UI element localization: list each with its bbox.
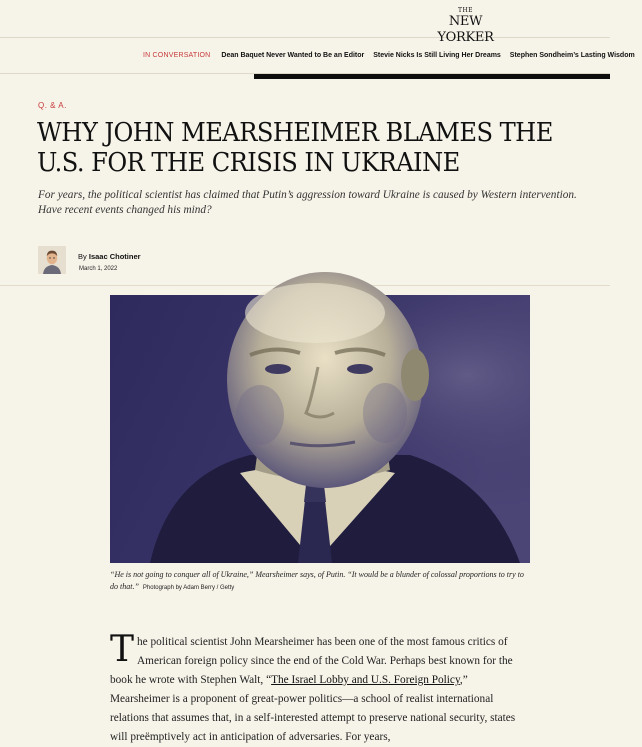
ticker-progress-bar [254,74,610,79]
article-rubric[interactable]: Q. & A. [38,101,67,110]
article-body [110,629,530,747]
article-dek: For years, the political scientist has claimed that Putin’s aggression toward Ukraine is caused by Western intervention. Have recent events changed his mind? [38,189,577,216]
logo-small-text: THE [457,7,474,14]
byline [78,252,141,261]
author-avatar[interactable] [38,246,66,274]
site-header [0,0,610,45]
conversation-ticker [0,38,635,74]
photo-caption [110,569,530,594]
ticker-label[interactable]: IN CONVERSATION [143,52,211,59]
logo-main-text: NEW YORKER [437,14,494,45]
lead-photo [110,295,530,563]
book-link[interactable]: The Israel Lobby and U.S. Foreign Policy [271,674,460,686]
ticker-item[interactable]: Dean Baquet Never Wanted to Be an Editor [221,52,365,59]
body-paragraph: he political scientist John Mearsheimer has been one of the most famous critics of American foreign policy since the end of the Cold War. Perhaps best known for the book he wrote with Stephen Walt, “ [110,636,513,686]
byline-prefix: By [78,252,87,261]
article-headline: WHY JOHN MEARSHEIMER BLAMES THE U.S. FOR THE CRISIS IN UKRAINE [37,118,553,178]
drop-cap: T [110,629,135,670]
ticker-item[interactable]: Stevie Nicks Is Still Living Her Dreams [373,52,501,59]
caption-text: “He is not going to conquer all of Ukraine,” Mearsheimer says, of Putin. “It would be a blunder of colossal proportions to try to do that.” [110,570,524,591]
new-yorker-logo[interactable] [428,7,503,45]
photo-credit: Photograph by Adam Berry / Getty [142,585,235,591]
publish-date: March 1, 2022 [79,266,118,272]
ticker-item[interactable]: Stephen Sondheim’s Lasting Wisdom [509,52,635,59]
author-link[interactable]: Isaac Chotiner [88,252,141,261]
body-paragraph-continued: ,” Mearsheimer is a proponent of great-power politics—a school of realist international relations that assumes that, in a self-interested attempt to preserve national security, states will preëmptively act in anticipation of adversaries. For years, [110,674,516,743]
